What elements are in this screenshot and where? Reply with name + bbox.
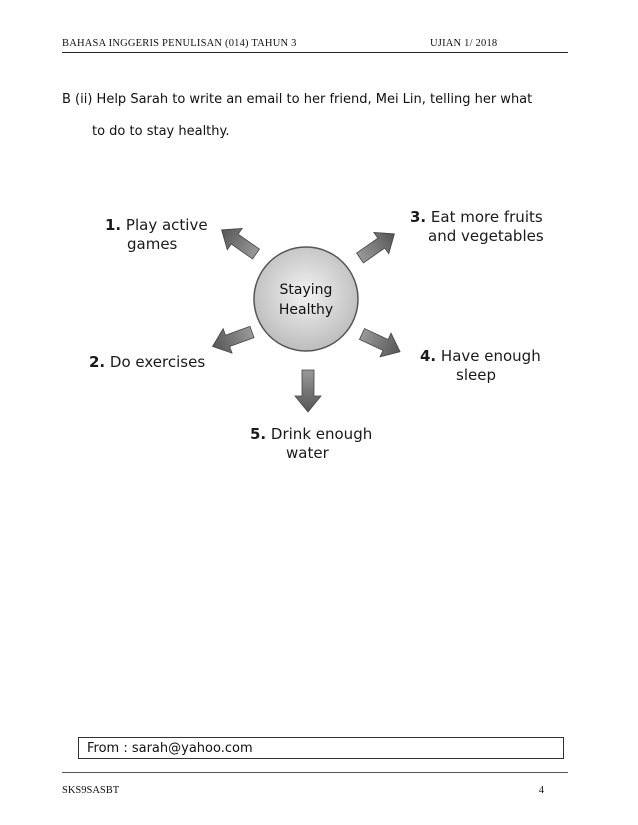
item-5-line-2: water	[286, 444, 329, 462]
item-3-label	[410, 208, 544, 246]
email-from-field: From : sarah@yahoo.com	[78, 737, 564, 759]
page-header	[62, 38, 568, 53]
item-1-line-2: games	[127, 235, 178, 253]
question-line-2: to do to stay healthy.	[92, 124, 230, 139]
arrow-to-item-5	[295, 370, 321, 412]
center-label-line-2: Healthy	[278, 302, 334, 318]
arrow-to-item-3	[353, 223, 402, 268]
item-5-label	[250, 425, 372, 463]
item-4-number: 4.	[420, 347, 437, 365]
header-subject: BAHASA INGGERIS PENULISAN (014) TAHUN 3	[62, 38, 297, 49]
item-3-line-2: and vegetables	[428, 227, 544, 245]
arrow-to-item-4	[357, 322, 406, 363]
item-2-label	[89, 353, 205, 372]
item-1-line-1: Play active	[125, 216, 208, 234]
center-label	[263, 280, 349, 320]
arrow-to-item-2	[208, 320, 256, 359]
footer-code: SKS9SASBT	[62, 785, 120, 796]
question-line-1: B (ii) Help Sarah to write an email to her friend, Mei Lin, telling her what	[62, 92, 533, 107]
item-3-number: 3.	[410, 208, 427, 226]
item-4-line-2: sleep	[456, 366, 496, 384]
center-label-line-1: Staying	[279, 282, 333, 298]
item-2-number: 2.	[89, 353, 106, 371]
page-footer	[62, 785, 568, 796]
arrow-to-item-1	[214, 219, 263, 264]
item-1-number: 1.	[105, 216, 122, 234]
item-3-line-1: Eat more fruits	[430, 208, 543, 226]
item-4-line-1: Have enough	[440, 347, 541, 365]
item-1-label	[105, 216, 208, 254]
footer-divider	[62, 772, 568, 773]
item-4-label	[420, 347, 541, 385]
staying-healthy-diagram	[60, 180, 580, 480]
item-5-line-1: Drink enough	[270, 425, 373, 443]
question-text	[62, 84, 582, 148]
item-2-line-1: Do exercises	[109, 353, 206, 371]
page-number: 4	[538, 785, 544, 796]
header-exam: UJIAN 1/ 2018	[430, 38, 498, 49]
item-5-number: 5.	[250, 425, 267, 443]
